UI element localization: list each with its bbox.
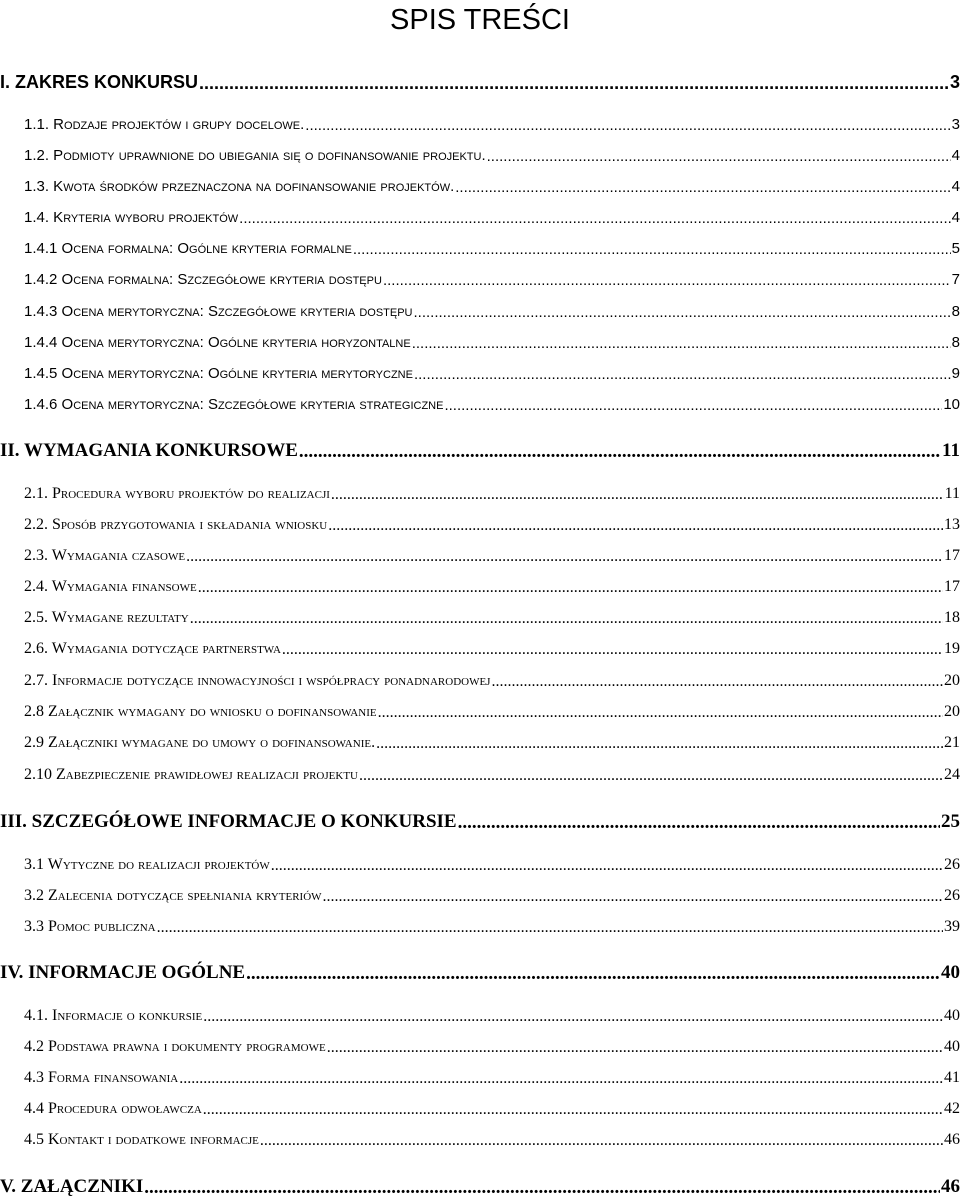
toc-entry-label: 1.4.5 Ocena merytoryczna: Ogólne kryteria merytoryczne (24, 365, 413, 382)
dot-leader (282, 640, 943, 656)
toc-page-number: 4 (951, 178, 960, 195)
toc-section-entry[interactable] (24, 765, 960, 785)
toc-entry-label: IV. INFORMACJE OGÓLNE (0, 962, 246, 983)
toc-entry-label: 1.4.4 Ocena merytoryczna: Ogólne kryteria horyzontalne (24, 334, 411, 351)
toc-chapter-entry[interactable] (0, 1175, 960, 1199)
toc-chapter-entry[interactable] (0, 70, 960, 94)
toc-entry-label: 4.5 Kontakt i dodatkowe informacje (24, 1131, 259, 1148)
toc-section-entry[interactable] (24, 177, 960, 197)
toc-section-entry[interactable] (24, 1130, 960, 1150)
toc-entry-label: I. ZAKRES KONKURSU (0, 72, 199, 92)
toc-page-number: 7 (951, 271, 960, 288)
toc-page-number: 13 (944, 516, 960, 533)
toc-entry-label: 3.3 Pomoc publiczna (24, 918, 156, 935)
toc-entry-label: 1.3. Kwota środków przeznaczona na dofinansowanie projektów. (24, 178, 455, 195)
toc-section-entry[interactable] (24, 671, 960, 691)
toc-section-entry[interactable] (24, 639, 960, 659)
dot-leader (414, 303, 951, 318)
toc-entry-label: 2.6. Wymagania dotyczące partnerstwa (24, 640, 281, 657)
toc-page-number: 40 (941, 962, 960, 983)
dot-leader (179, 1069, 943, 1085)
toc-entry-label: V. ZAŁĄCZNIKI (0, 1176, 144, 1197)
toc-page-number: 4 (951, 209, 960, 226)
toc-entry-label: 1.4. Kryteria wyboru projektów (24, 209, 239, 226)
dot-leader (331, 485, 944, 501)
dot-leader (198, 578, 943, 594)
toc-page-number: 39 (944, 918, 960, 935)
toc-chapter-entry[interactable] (0, 810, 960, 834)
dot-leader (458, 811, 940, 830)
toc-page-number: 8 (951, 303, 960, 320)
dot-leader (323, 887, 943, 903)
dot-leader (199, 71, 949, 89)
dot-leader (190, 609, 943, 625)
toc-page-number: 41 (944, 1069, 960, 1086)
toc-section-entry[interactable] (24, 1099, 960, 1119)
dot-leader (353, 240, 951, 255)
toc-page-number: 20 (944, 703, 960, 720)
toc-page-number: 42 (944, 1100, 960, 1117)
toc-page-number: 3 (951, 116, 960, 133)
toc-page-number: 11 (944, 485, 960, 502)
dot-leader (455, 178, 950, 193)
toc-page-number: 26 (944, 887, 960, 904)
toc-chapter-entry[interactable] (0, 961, 960, 985)
dot-leader (239, 209, 950, 224)
toc-page-number: 18 (944, 609, 960, 626)
dot-leader (246, 962, 940, 981)
toc-section-entry[interactable] (24, 886, 960, 906)
toc-section-entry[interactable] (24, 1037, 960, 1057)
toc-page-number: 17 (944, 578, 960, 595)
toc-entry-label: 3.2 Zalecenia dotyczące spełniania kryteriów (24, 887, 322, 904)
toc-entry-label: 1.4.6 Ocena merytoryczna: Szczegółowe kryteria strategiczne (24, 396, 444, 413)
toc-page-number: 46 (944, 1131, 960, 1148)
dot-leader (186, 547, 943, 563)
toc-entry-label: 4.2 Podstawa prawna i dokumenty programowe (24, 1038, 326, 1055)
toc-entry-label: 3.1 Wytyczne do realizacji projektów (24, 856, 270, 873)
dot-leader (260, 1131, 943, 1147)
toc-page-number: 25 (941, 811, 960, 832)
toc-page-number: 20 (944, 672, 960, 689)
toc-page-number: 21 (944, 734, 960, 751)
toc-entry-label: 2.9 Załączniki wymagane do umowy o dofinansowanie. (24, 734, 376, 751)
toc-section-entry[interactable] (24, 395, 960, 415)
toc-section-entry[interactable] (24, 855, 960, 875)
toc-section-entry[interactable] (24, 302, 960, 322)
dot-leader (383, 271, 951, 286)
toc-page-number: 26 (944, 856, 960, 873)
toc-page-number: 46 (941, 1176, 960, 1197)
toc-entry-label: 2.7. Informacje dotyczące innowacyjności i współpracy ponadnarodowej (24, 672, 491, 689)
toc-entry-label: 1.1. Rodzaje projektów i grupy docelowe. (24, 116, 305, 133)
toc-entry-label: 1.4.3 Ocena merytoryczna: Szczegółowe kryteria dostępu (24, 303, 413, 320)
toc-entry-label: 2.1. Procedura wyboru projektów do realizacji (24, 485, 330, 502)
dot-leader (305, 116, 950, 131)
dot-leader (378, 703, 943, 719)
toc-entry-label: 1.4.1 Ocena formalna: Ogólne kryteria formalne (24, 240, 352, 257)
toc-page-number: 11 (942, 440, 960, 461)
dot-leader (144, 1176, 940, 1195)
toc-entry-label: III. SZCZEGÓŁOWE INFORMACJE O KONKURSIE (0, 811, 457, 832)
dot-leader (203, 1007, 943, 1023)
toc-chapter-entry[interactable] (0, 439, 960, 463)
toc-entry-label: 4.4 Procedura odwoławcza (24, 1100, 202, 1117)
toc-entry-label: 1.2. Podmioty uprawnione do ubiegania się o dofinansowanie projektu. (24, 147, 486, 164)
toc-page-number: 3 (949, 72, 960, 92)
toc-section-entry[interactable] (24, 115, 960, 135)
dot-leader (299, 440, 941, 459)
dot-leader (414, 365, 951, 380)
dot-leader (157, 918, 943, 934)
toc-section-entry[interactable] (24, 917, 960, 937)
dot-leader (491, 672, 943, 688)
toc-entry-label: 2.10 Zabezpieczenie prawidłowej realizacji projektu (24, 766, 358, 783)
dot-leader (444, 396, 942, 411)
toc-page-number: 17 (944, 547, 960, 564)
toc-section-entry[interactable] (24, 577, 960, 597)
toc-section-entry[interactable] (24, 546, 960, 566)
toc-section-entry[interactable] (24, 364, 960, 384)
toc-page-number: 40 (944, 1038, 960, 1055)
toc-page-number: 40 (944, 1007, 960, 1024)
toc-entry-label: 2.8 Załącznik wymagany do wniosku o dofinansowanie (24, 703, 377, 720)
dot-leader (203, 1100, 943, 1116)
toc-section-entry[interactable] (24, 733, 960, 753)
toc-page-number: 8 (951, 334, 960, 351)
toc-section-entry[interactable] (24, 484, 960, 504)
toc-page-number: 24 (944, 766, 960, 783)
toc-entry-label: 2.3. Wymagania czasowe (24, 547, 186, 564)
toc-section-entry[interactable] (24, 1006, 960, 1026)
toc-section-entry[interactable] (24, 608, 960, 628)
toc-entry-label: 2.5. Wymagane rezultaty (24, 609, 189, 626)
toc-section-entry[interactable] (24, 702, 960, 722)
toc-page-number: 9 (951, 365, 960, 382)
dot-leader (412, 334, 951, 349)
toc-entry-label: 2.4. Wymagania finansowe (24, 578, 197, 595)
toc-section-entry[interactable] (24, 208, 960, 228)
toc-entry-label: 4.3 Forma finansowania (24, 1069, 179, 1086)
dot-leader (487, 147, 951, 162)
toc-page-number: 10 (943, 396, 960, 413)
dot-leader (271, 856, 943, 872)
toc-section-entry[interactable] (24, 1068, 960, 1088)
dot-leader (376, 734, 943, 750)
dot-leader (359, 766, 943, 782)
page-title: SPIS TREŚCI (390, 4, 570, 36)
toc-section-entry[interactable] (24, 270, 960, 290)
toc-section-entry[interactable] (24, 239, 960, 259)
toc-page-number: 4 (951, 147, 960, 164)
toc-page-number: 19 (944, 640, 960, 657)
toc-section-entry[interactable] (24, 146, 960, 166)
dot-leader (328, 516, 943, 532)
dot-leader (327, 1038, 943, 1054)
toc-section-entry[interactable] (24, 333, 960, 353)
toc-section-entry[interactable] (24, 515, 960, 535)
toc-entry-label: 1.4.2 Ocena formalna: Szczegółowe kryteria dostępu (24, 271, 382, 288)
toc-entry-label: II. WYMAGANIA KONKURSOWE (0, 440, 298, 461)
toc-entry-label: 4.1. Informacje o konkursie (24, 1007, 203, 1024)
toc-page-number: 5 (951, 240, 960, 257)
toc-entry-label: 2.2. Sposób przygotowania i składania wniosku (24, 516, 328, 533)
